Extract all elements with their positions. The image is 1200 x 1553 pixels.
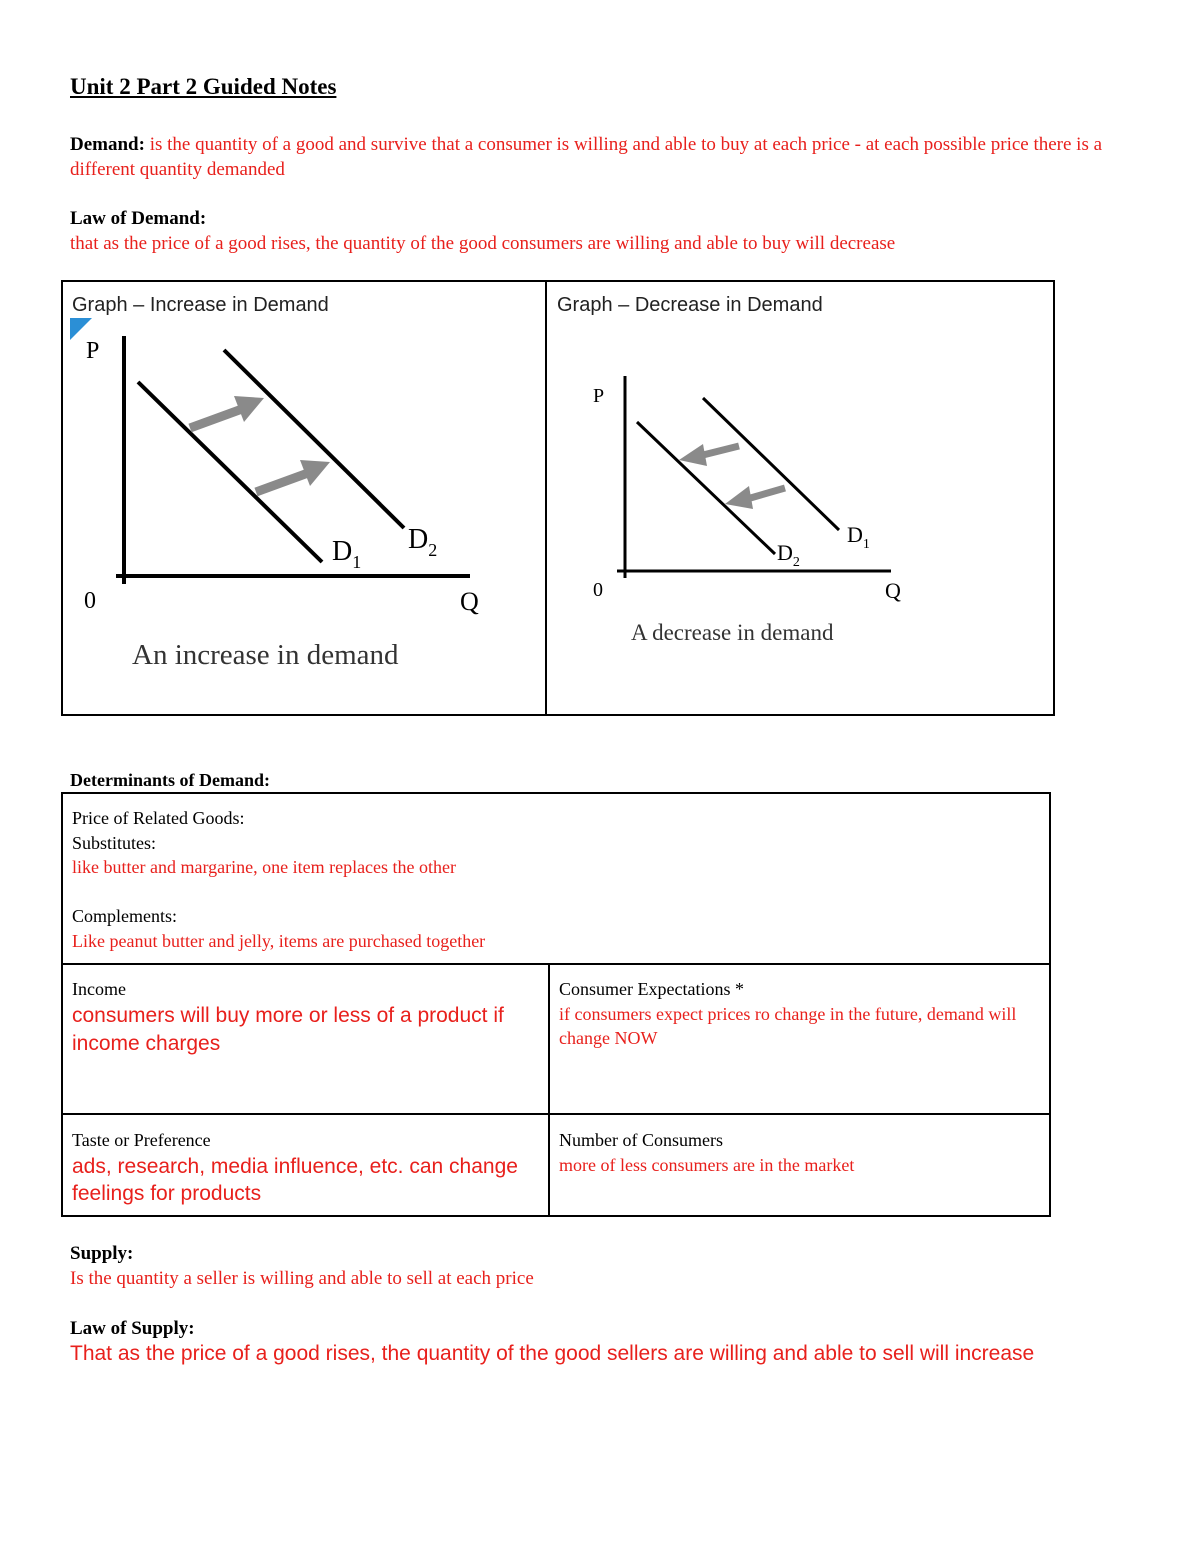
decrease-d1-subscript: 1 (862, 537, 870, 552)
increase-d1-subscript: 1 (352, 552, 362, 572)
consumers-heading: Number of Consumers (559, 1130, 723, 1150)
increase-x-axis-label: Q (460, 587, 479, 616)
law-of-supply-text: That as the price of a good rises, the quantity of the good sellers are willing and able to sell will increase (70, 1342, 1035, 1365)
law-of-demand-label: Law of Demand: (70, 208, 207, 229)
determinants-row-divider-1 (61, 963, 1051, 965)
substitutes-label: Substitutes: (72, 832, 157, 853)
income-heading: Income (72, 979, 126, 999)
increase-d2-subscript: 2 (428, 540, 438, 560)
substitutes-text: like butter and margarine, one item replaces the other (72, 857, 457, 877)
consumers-cell (559, 1128, 1039, 1177)
page-title: Unit 2 Part 2 Guided Notes (70, 74, 337, 99)
decrease-curve-d2 (637, 422, 775, 554)
supply-text: Is the quantity a seller is willing and able to sell at each price (70, 1268, 534, 1289)
comment-marker-icon (70, 318, 92, 340)
law-of-supply-label: Law of Supply: (70, 1318, 195, 1339)
decrease-y-axis-label: P (593, 385, 605, 407)
complements-text: Like peanut butter and jelly, items are purchased together (72, 930, 486, 951)
decrease-graph-caption: Graph – Decrease in Demand (557, 294, 823, 316)
expectations-text: if consumers expect prices ro change in the future, demand will change NOW (559, 1003, 1017, 1048)
determinants-column-divider (548, 963, 550, 1216)
supply-label: Supply: (70, 1243, 134, 1264)
demand-text: is the quantity of a good and survive that a consumer is willing and able to buy at each price - at each possible price there is a different quantity demanded (70, 134, 1103, 180)
increase-graph-subtitle: An increase in demand (132, 639, 399, 671)
taste-heading: Taste or Preference (72, 1130, 211, 1150)
decrease-d2-subscript: 2 (792, 555, 800, 570)
law-of-demand-text: that as the price of a good rises, the quantity of the good consumers are willing and able to buy will decrease (70, 233, 896, 254)
expectations-cell (559, 977, 1039, 1051)
income-cell (72, 977, 537, 1058)
income-text: consumers will buy more or less of a product if income charges (72, 1003, 504, 1055)
increase-d2-label (408, 524, 437, 560)
increase-graph-caption: Graph – Increase in Demand (72, 294, 329, 316)
increase-y-axis-label: P (86, 338, 100, 364)
determinants-label: Determinants of Demand: (70, 770, 270, 790)
taste-text: ads, research, media influence, etc. can change feelings for products (72, 1154, 518, 1205)
taste-cell (72, 1128, 537, 1207)
consumers-text: more of less consumers are in the market (559, 1154, 855, 1175)
increase-shift-arrow-lower (256, 460, 330, 492)
decrease-d2-label (777, 540, 800, 570)
increase-curve-d2 (224, 350, 404, 528)
related-goods-heading: Price of Related Goods: (72, 808, 245, 828)
decrease-d2-letter: D (777, 540, 793, 565)
determinants-row-divider-2 (61, 1113, 1051, 1115)
increase-shift-arrow-upper (190, 396, 264, 428)
decrease-demand-graph (549, 316, 1049, 712)
graph-table-divider (545, 280, 547, 716)
decrease-graph-subtitle: A decrease in demand (631, 620, 834, 645)
increase-d2-letter: D (408, 524, 429, 555)
decrease-curve-d1 (703, 398, 839, 530)
complements-label: Complements: (72, 906, 177, 926)
decrease-origin-label: 0 (593, 579, 603, 601)
increase-demand-graph (64, 316, 542, 712)
increase-origin-label: 0 (84, 588, 96, 614)
increase-d1-label (332, 536, 361, 572)
decrease-d1-letter: D (847, 522, 863, 547)
increase-d1-letter: D (332, 536, 353, 567)
demand-label: Demand: (70, 134, 145, 155)
decrease-d1-label (847, 522, 870, 552)
decrease-x-axis-label: Q (885, 578, 901, 603)
related-goods-cell (72, 806, 1032, 953)
demand-definition (70, 132, 1130, 182)
decrease-shift-arrow-upper (679, 444, 739, 466)
expectations-heading: Consumer Expectations * (559, 979, 744, 999)
decrease-shift-arrow-lower (725, 486, 785, 509)
